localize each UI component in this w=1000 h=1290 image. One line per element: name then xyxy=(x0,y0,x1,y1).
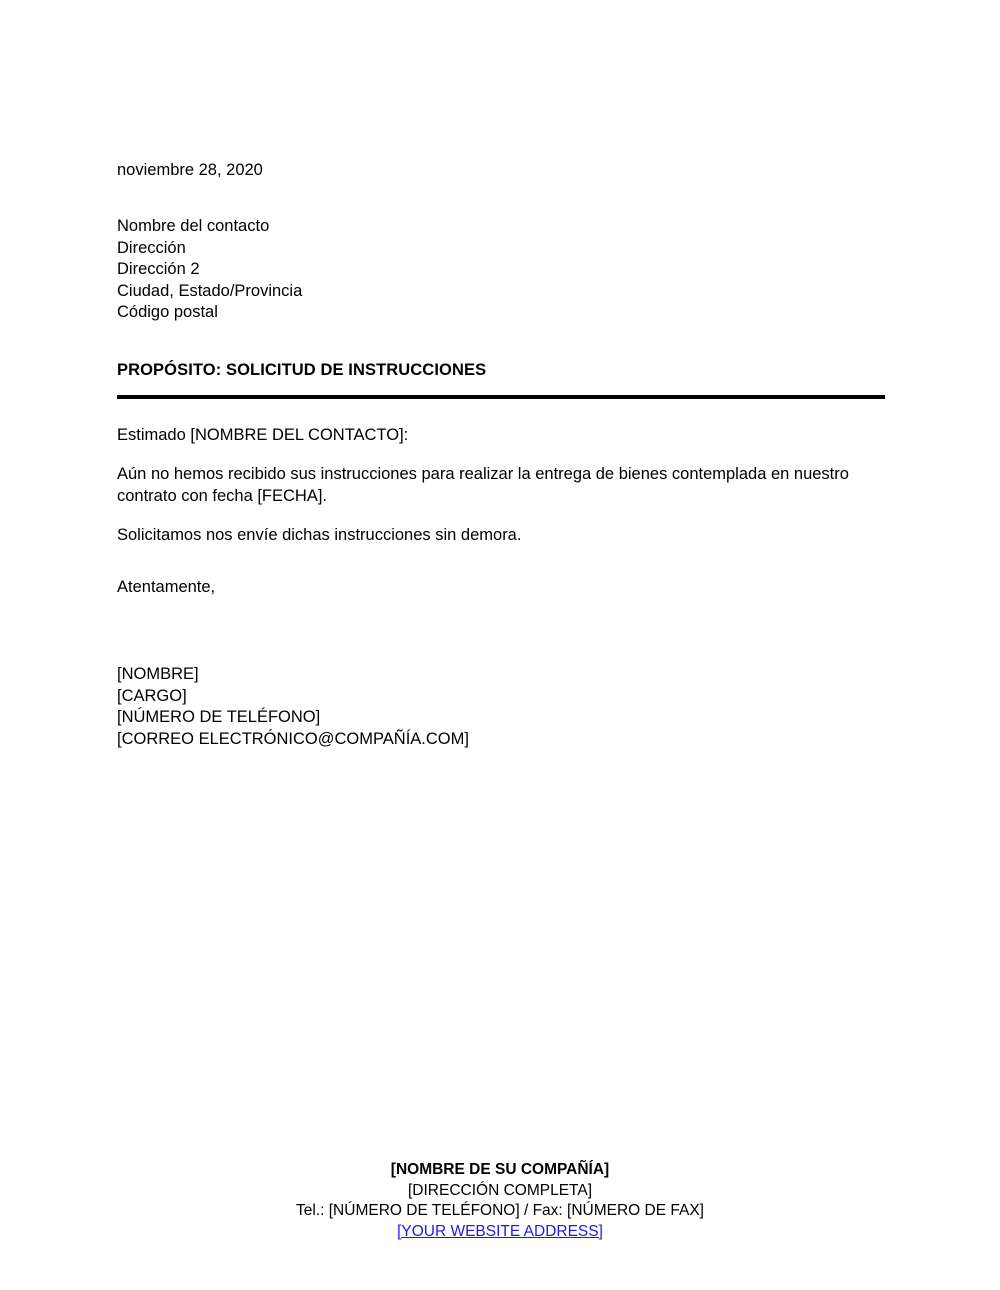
signature-name: [NOMBRE] xyxy=(117,665,199,683)
letter-date: noviembre 28, 2020 xyxy=(117,161,263,179)
signature-phone: [NÚMERO DE TELÉFONO] xyxy=(117,708,321,726)
spacer xyxy=(117,181,885,216)
footer-contact: Tel.: [NÚMERO DE TELÉFONO] / Fax: [NÚMERO DE FAX] xyxy=(296,1202,704,1219)
footer-company-name: [NOMBRE DE SU COMPAÑÍA] xyxy=(390,1161,610,1178)
paragraph-2: Solicitamos nos envíe dichas instrucciones sin demora. xyxy=(117,526,522,544)
paragraph-1: Aún no hemos recibido sus instrucciones para realizar la entrega de bienes contemplada en nuestro contrato con fecha [FECHA]. xyxy=(117,465,849,505)
recipient-address-block xyxy=(117,216,885,324)
signature-block xyxy=(117,664,885,750)
salutation: Estimado [NOMBRE DEL CONTACTO]: xyxy=(117,425,409,444)
recipient-line-2: Dirección xyxy=(117,238,186,257)
footer-address: [DIRECCIÓN COMPLETA] xyxy=(407,1181,592,1199)
spacer xyxy=(117,324,885,360)
website-link[interactable]: [YOUR WEBSITE ADDRESS] xyxy=(397,1222,603,1240)
page-footer xyxy=(0,1160,1000,1242)
signature-title: [CARGO] xyxy=(117,686,187,705)
recipient-line-1: Nombre del contacto xyxy=(117,217,270,235)
letter-content xyxy=(117,425,885,547)
footer-website[interactable] xyxy=(0,1222,1000,1243)
signature-email: [CORREO ELECTRÓNICO@COMPAÑÍA.COM] xyxy=(117,729,469,748)
subject-line: PROPÓSITO: SOLICITUD DE INSTRUCCIONES xyxy=(117,360,487,379)
closing: Atentamente, xyxy=(117,577,216,596)
recipient-line-5: Código postal xyxy=(117,303,218,321)
recipient-line-4: Ciudad, Estado/Provincia xyxy=(117,281,303,300)
recipient-line-3: Dirección 2 xyxy=(117,260,200,278)
horizontal-rule xyxy=(117,395,885,399)
letter-body xyxy=(117,160,885,750)
